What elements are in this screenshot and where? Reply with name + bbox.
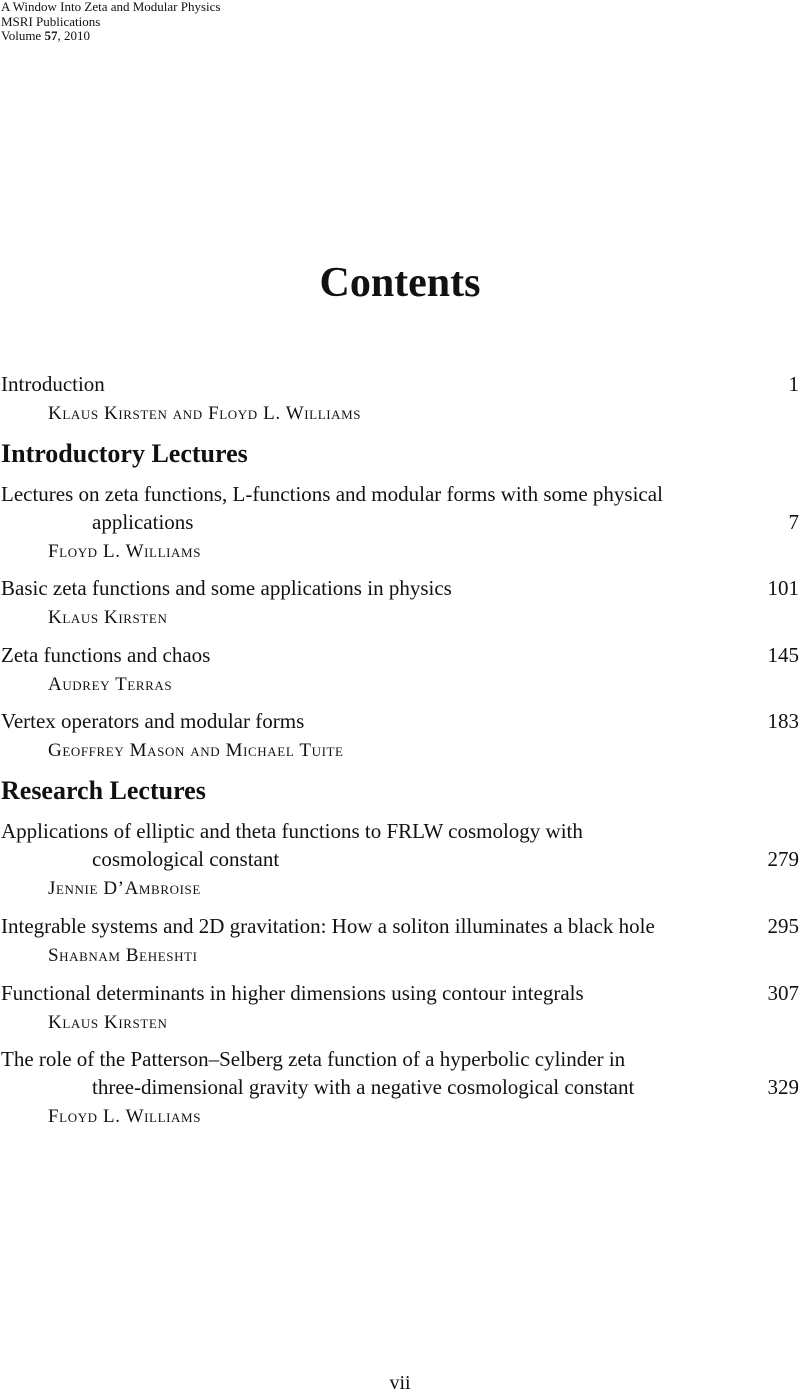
section-heading-research-lectures: Research Lectures	[1, 776, 206, 805]
entry-title: Vertex operators and modular forms	[1, 709, 305, 733]
entry-title-line2: cosmological constant	[92, 847, 280, 871]
volume-line	[1, 29, 221, 44]
entry-page: 101	[767, 576, 799, 600]
entry-title: Zeta functions and chaos	[1, 643, 211, 667]
running-header	[1, 0, 221, 44]
volume-year: , 2010	[57, 28, 90, 43]
toc-entry-functional-determinants[interactable]	[1, 980, 799, 1006]
entry-authors: Klaus Kirsten and Floyd L. Williams	[48, 403, 362, 424]
entry-title: Basic zeta functions and some applications in physics	[1, 576, 452, 600]
publisher: MSRI Publications	[1, 13, 101, 29]
toc-entry-patterson-selberg-cont[interactable]	[1, 1074, 799, 1100]
toc-entry-vertex-operators[interactable]	[1, 708, 799, 734]
entry-page: 295	[767, 914, 799, 938]
toc-entry-integrable-systems[interactable]	[1, 913, 799, 939]
volume-number: 57	[44, 28, 58, 43]
entry-authors: Klaus Kirsten	[48, 607, 168, 628]
entry-title-line2: three-dimensional gravity with a negative cosmological constant	[92, 1075, 635, 1099]
entry-authors: Audrey Terras	[48, 674, 173, 695]
series-title: A Window Into Zeta and Modular Physics	[1, 0, 221, 14]
entry-page: 329	[767, 1075, 799, 1099]
toc-entry-basic-zeta-functions[interactable]	[1, 575, 799, 601]
toc-entry-patterson-selberg[interactable]	[1, 1046, 799, 1072]
entry-authors: Floyd L. Williams	[48, 541, 202, 562]
entry-page: 7	[788, 510, 799, 534]
entry-title-line1: Lectures on zeta functions, L-functions and modular forms with some physical	[1, 482, 663, 506]
entry-authors: Geoffrey Mason and Michael Tuite	[48, 740, 344, 761]
entry-title: Functional determinants in higher dimensions using contour integrals	[1, 981, 584, 1005]
entry-authors: Floyd L. Williams	[48, 1106, 202, 1127]
entry-page: 183	[767, 709, 799, 733]
toc-entry-lectures-on-zeta-functions-cont[interactable]	[1, 509, 799, 535]
entry-page: 279	[767, 847, 799, 871]
section-heading-introductory-lectures: Introductory Lectures	[1, 439, 248, 468]
entry-page: 307	[767, 981, 799, 1005]
entry-title: Integrable systems and 2D gravitation: How a soliton illuminates a black hole	[1, 914, 655, 938]
entry-title: Introduction	[1, 372, 105, 396]
toc-entry-zeta-functions-and-chaos[interactable]	[1, 642, 799, 668]
toc-entry-introduction[interactable]	[1, 371, 799, 397]
page-number: vii	[389, 1372, 411, 1394]
entry-authors: Shabnam Beheshti	[48, 945, 198, 966]
entry-authors: Jennie D’Ambroise	[48, 878, 201, 899]
page-title: Contents	[319, 260, 481, 306]
volume-label: Volume	[1, 28, 45, 43]
entry-title-line2: applications	[92, 510, 194, 534]
toc-entry-lectures-on-zeta-functions[interactable]	[1, 481, 799, 507]
entry-title-line1: Applications of elliptic and theta functions to FRLW cosmology with	[1, 819, 583, 843]
entry-page: 1	[788, 372, 799, 396]
entry-title-line1: The role of the Patterson–Selberg zeta function of a hyperbolic cylinder in	[1, 1047, 626, 1071]
entry-authors: Klaus Kirsten	[48, 1012, 168, 1033]
toc-entry-applications-of-elliptic[interactable]	[1, 818, 799, 844]
entry-page: 145	[767, 643, 799, 667]
toc-entry-applications-of-elliptic-cont[interactable]	[1, 846, 799, 872]
